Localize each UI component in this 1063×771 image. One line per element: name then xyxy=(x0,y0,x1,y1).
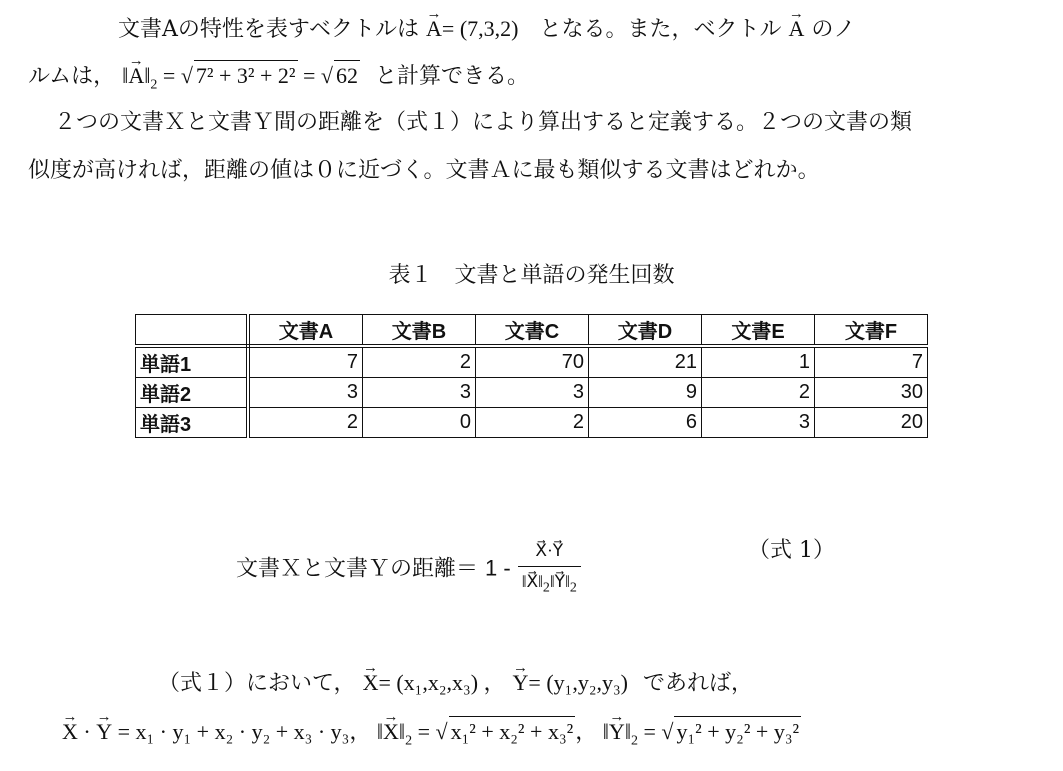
table-cell: 0 xyxy=(363,408,476,438)
fraction-denominator: $‖X⃗‖_2‖Y⃗‖_2$ xyxy=(521,572,577,596)
header-doc-b: 文書B xyxy=(363,315,476,347)
table-cell: 3 xyxy=(702,408,815,438)
para2-line1: ２つの文書Ｘと文書Ｙ間の距離を（式１）により算出すると定義する。２つの文書の類 xyxy=(54,110,913,135)
dot-product-definition: → X · → Y = x₁ · y₁ + x₂ · y₂ + x₃ · y₃， xyxy=(62,719,371,744)
para1-line1 xyxy=(118,14,855,45)
table-cell: 30 xyxy=(815,378,928,408)
para1-text: 文書Aの特性を表すベクトルは xyxy=(118,17,420,42)
header-doc-d: 文書D xyxy=(589,315,702,347)
formula-one-minus: 1 - xyxy=(485,555,511,581)
table-cell: 20 xyxy=(815,408,928,438)
norm-a-expression: ‖→ $A‖_2$ = √ 7² + 3² + 2² = √ 62 xyxy=(122,63,360,88)
vector-a-symbol: → A xyxy=(788,14,804,44)
para1-text: と計算できる。 xyxy=(375,64,530,89)
table-row xyxy=(136,408,928,438)
norm-y-definition: ‖→ $Y‖_2$ = √ y₁² + y₂² + y₃² xyxy=(603,719,801,744)
norm-x-definition: ‖→ $X‖_2$ = √ x₁² + x₂² + x₃²， xyxy=(377,719,597,744)
table-cell: 2 xyxy=(476,408,589,438)
fraction-numerator: X⃗·Y⃗ xyxy=(518,536,581,567)
table-cell: 3 xyxy=(363,378,476,408)
table-cell: 3 xyxy=(476,378,589,408)
formula-fraction xyxy=(518,536,581,603)
vector-a-symbol: → A xyxy=(426,14,442,44)
formula-lhs: 文書Ｘと文書Ｙの距離＝ xyxy=(236,556,479,582)
definition-tail: であれば， xyxy=(643,671,754,696)
definition-line1 xyxy=(158,668,753,699)
header-doc-e: 文書E xyxy=(702,315,815,347)
table-cell: 7 xyxy=(248,346,363,378)
vector-a-value: = (7,3,2) xyxy=(441,16,519,41)
vector-y-definition: → Y= (y₁,y₂,y₃) xyxy=(513,670,628,695)
word-count-table xyxy=(135,314,928,438)
para1-text: となる。また，ベクトル xyxy=(539,17,782,42)
table-cell: 70 xyxy=(476,346,589,378)
para1-line2 xyxy=(28,60,529,100)
table-cell: 2 xyxy=(363,346,476,378)
para1-text: ルムは， xyxy=(28,64,116,89)
table-corner-cell xyxy=(136,315,249,347)
para1-text: のノ xyxy=(811,17,856,42)
table-cell: 9 xyxy=(589,378,702,408)
vector-x-definition: → X= (x₁,x₂,x₃) ， xyxy=(363,670,506,695)
table-caption: 表１ 文書と単語の発生回数 xyxy=(388,263,675,288)
table-row xyxy=(136,378,928,408)
formula-label: （式 1） xyxy=(748,538,835,563)
table-cell: 2 xyxy=(702,378,815,408)
distance-formula xyxy=(236,536,581,603)
row-label-word2: 単語2 xyxy=(136,378,249,408)
row-label-word3: 単語3 xyxy=(136,408,249,438)
table-cell: 7 xyxy=(815,346,928,378)
definition-intro: （式１）において， xyxy=(158,671,356,696)
header-doc-c: 文書C xyxy=(476,315,589,347)
definition-line2 xyxy=(62,716,801,756)
row-label-word1: 単語1 xyxy=(136,346,249,378)
header-doc-a: 文書A xyxy=(248,315,363,347)
table-cell: 6 xyxy=(589,408,702,438)
table-row xyxy=(136,346,928,378)
header-doc-f: 文書F xyxy=(815,315,928,347)
para2-line2: 似度が高ければ，距離の値は０に近づく。文書Ａに最も類似する文書はどれか。 xyxy=(28,158,820,183)
table-cell: 1 xyxy=(702,346,815,378)
table-cell: 21 xyxy=(589,346,702,378)
table-cell: 3 xyxy=(248,378,363,408)
table-header-row xyxy=(136,315,928,347)
table-cell: 2 xyxy=(248,408,363,438)
